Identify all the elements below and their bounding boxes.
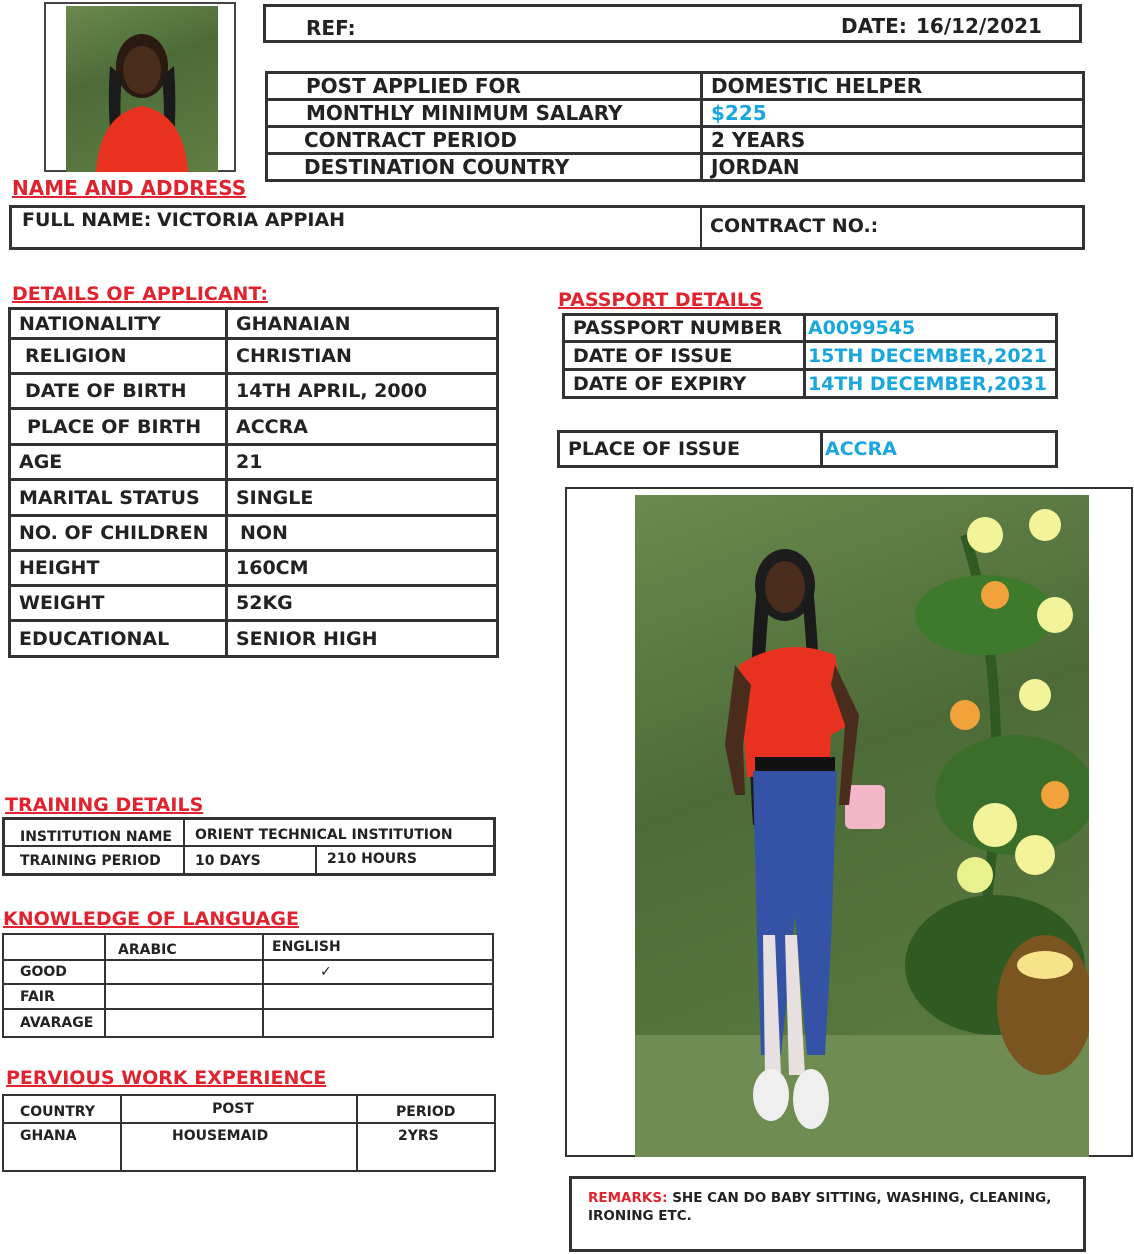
full-name-value: VICTORIA APPIAH bbox=[157, 209, 346, 231]
applicant-label: PLACE OF BIRTH bbox=[10, 409, 227, 445]
applicant-table bbox=[8, 307, 499, 658]
training-period-label: TRAINING PERIOD bbox=[20, 853, 161, 869]
job-label: DESTINATION COUNTRY bbox=[267, 154, 702, 181]
remarks-label: REMARKS: bbox=[588, 1190, 668, 1206]
passport-label: DATE OF EXPIRY bbox=[564, 370, 805, 398]
applicant-value: ACCRA bbox=[227, 409, 498, 445]
passport-label: DATE OF ISSUE bbox=[564, 342, 805, 370]
language-table bbox=[2, 933, 494, 1038]
applicant-value: 52KG bbox=[227, 586, 498, 621]
job-label: MONTHLY MINIMUM SALARY bbox=[267, 100, 702, 127]
header-box bbox=[263, 4, 1082, 43]
passport-label: PASSPORT NUMBER bbox=[564, 315, 805, 342]
applicant-value: SENIOR HIGH bbox=[227, 621, 498, 657]
work-cell: HOUSEMAID bbox=[121, 1123, 357, 1171]
applicant-label: RELIGION bbox=[10, 339, 227, 374]
institution-value: ORIENT TECHNICAL INSTITUTION bbox=[195, 827, 453, 843]
work-cell: 2YRS bbox=[357, 1123, 495, 1171]
flower-arrangement bbox=[905, 509, 1089, 1075]
passport-value: 14TH DECEMBER,2031 bbox=[804, 370, 1056, 398]
passport-value: A0099545 bbox=[804, 315, 1056, 342]
applicant-value: 21 bbox=[227, 445, 498, 480]
job-value: JORDAN bbox=[702, 154, 1084, 181]
job-value: DOMESTIC HELPER bbox=[702, 73, 1084, 100]
passport-value: 15TH DECEMBER,2021 bbox=[804, 342, 1056, 370]
english-good-check: ✓ bbox=[263, 960, 493, 984]
training-hdivider bbox=[5, 845, 495, 847]
applicant-value: 160CM bbox=[227, 551, 498, 586]
place-of-issue-table bbox=[557, 430, 1058, 468]
training-days: 10 DAYS bbox=[195, 853, 261, 869]
job-label: CONTRACT PERIOD bbox=[267, 127, 702, 154]
language-row-label: GOOD bbox=[3, 960, 105, 984]
language-row-label: FAIR bbox=[3, 984, 105, 1009]
applicant-label: EDUCATIONAL bbox=[10, 621, 227, 657]
applicant-label: AGE bbox=[10, 445, 227, 480]
applicant-value: SINGLE bbox=[227, 480, 498, 516]
portrait-photo-frame bbox=[44, 2, 236, 172]
applicant-label: HEIGHT bbox=[10, 551, 227, 586]
applicant-label: NO. OF CHILDREN bbox=[10, 516, 227, 551]
language-heading: KNOWLEDGE OF LANGUAGE bbox=[3, 908, 299, 930]
job-label: POST APPLIED FOR bbox=[267, 73, 702, 100]
applicant-value: NON bbox=[227, 516, 498, 551]
job-table bbox=[265, 71, 1085, 182]
date-label: DATE: bbox=[841, 14, 907, 38]
applicant-value: 14TH APRIL, 2000 bbox=[227, 374, 498, 409]
work-header: COUNTRY bbox=[3, 1095, 121, 1123]
applicant-label: DATE OF BIRTH bbox=[10, 374, 227, 409]
language-col-arabic: ARABIC bbox=[105, 934, 263, 960]
remarks-text: SHE CAN DO BABY SITTING, WASHING, CLEANING, IRONING ETC. bbox=[588, 1190, 1052, 1224]
salary-value: $225 bbox=[702, 100, 1084, 127]
contract-label: CONTRACT NO.: bbox=[710, 215, 879, 237]
training-hours: 210 HOURS bbox=[327, 851, 417, 867]
language-row-label: AVARAGE bbox=[3, 1009, 105, 1037]
passport-heading: PASSPORT DETAILS bbox=[558, 289, 763, 311]
job-value: 2 YEARS bbox=[702, 127, 1084, 154]
full-body-photo bbox=[635, 495, 1089, 1157]
portrait-photo bbox=[66, 6, 218, 172]
remarks-box bbox=[569, 1176, 1086, 1252]
work-header: PERIOD bbox=[357, 1095, 495, 1123]
place-of-issue-value: ACCRA bbox=[822, 432, 1057, 467]
date-value: 16/12/2021 bbox=[916, 14, 1042, 38]
applicant-label: WEIGHT bbox=[10, 586, 227, 621]
institution-label: INSTITUTION NAME bbox=[20, 829, 172, 845]
name-box bbox=[9, 205, 1085, 250]
training-box bbox=[2, 817, 496, 876]
applicant-label: NATIONALITY bbox=[10, 309, 227, 339]
passport-table bbox=[562, 313, 1058, 399]
applicant-heading: DETAILS OF APPLICANT: bbox=[12, 283, 268, 305]
language-col-english: ENGLISH bbox=[263, 934, 493, 960]
work-table bbox=[2, 1094, 496, 1172]
place-of-issue-label: PLACE OF ISSUE bbox=[559, 432, 822, 467]
applicant-value: CHRISTIAN bbox=[227, 339, 498, 374]
full-name-label: FULL NAME: bbox=[22, 209, 152, 231]
ref-label: REF: bbox=[306, 16, 356, 40]
work-header: POST bbox=[121, 1095, 357, 1123]
training-heading: TRAINING DETAILS bbox=[5, 794, 204, 816]
name-divider bbox=[700, 208, 702, 247]
training-vdivider-2 bbox=[315, 845, 317, 873]
applicant-label: MARITAL STATUS bbox=[10, 480, 227, 516]
work-cell: GHANA bbox=[3, 1123, 121, 1171]
name-section-heading: NAME AND ADDRESS bbox=[12, 176, 247, 200]
applicant-value: GHANAIAN bbox=[227, 309, 498, 339]
full-photo-frame bbox=[565, 487, 1133, 1157]
work-heading: PERVIOUS WORK EXPERIENCE bbox=[6, 1067, 327, 1089]
